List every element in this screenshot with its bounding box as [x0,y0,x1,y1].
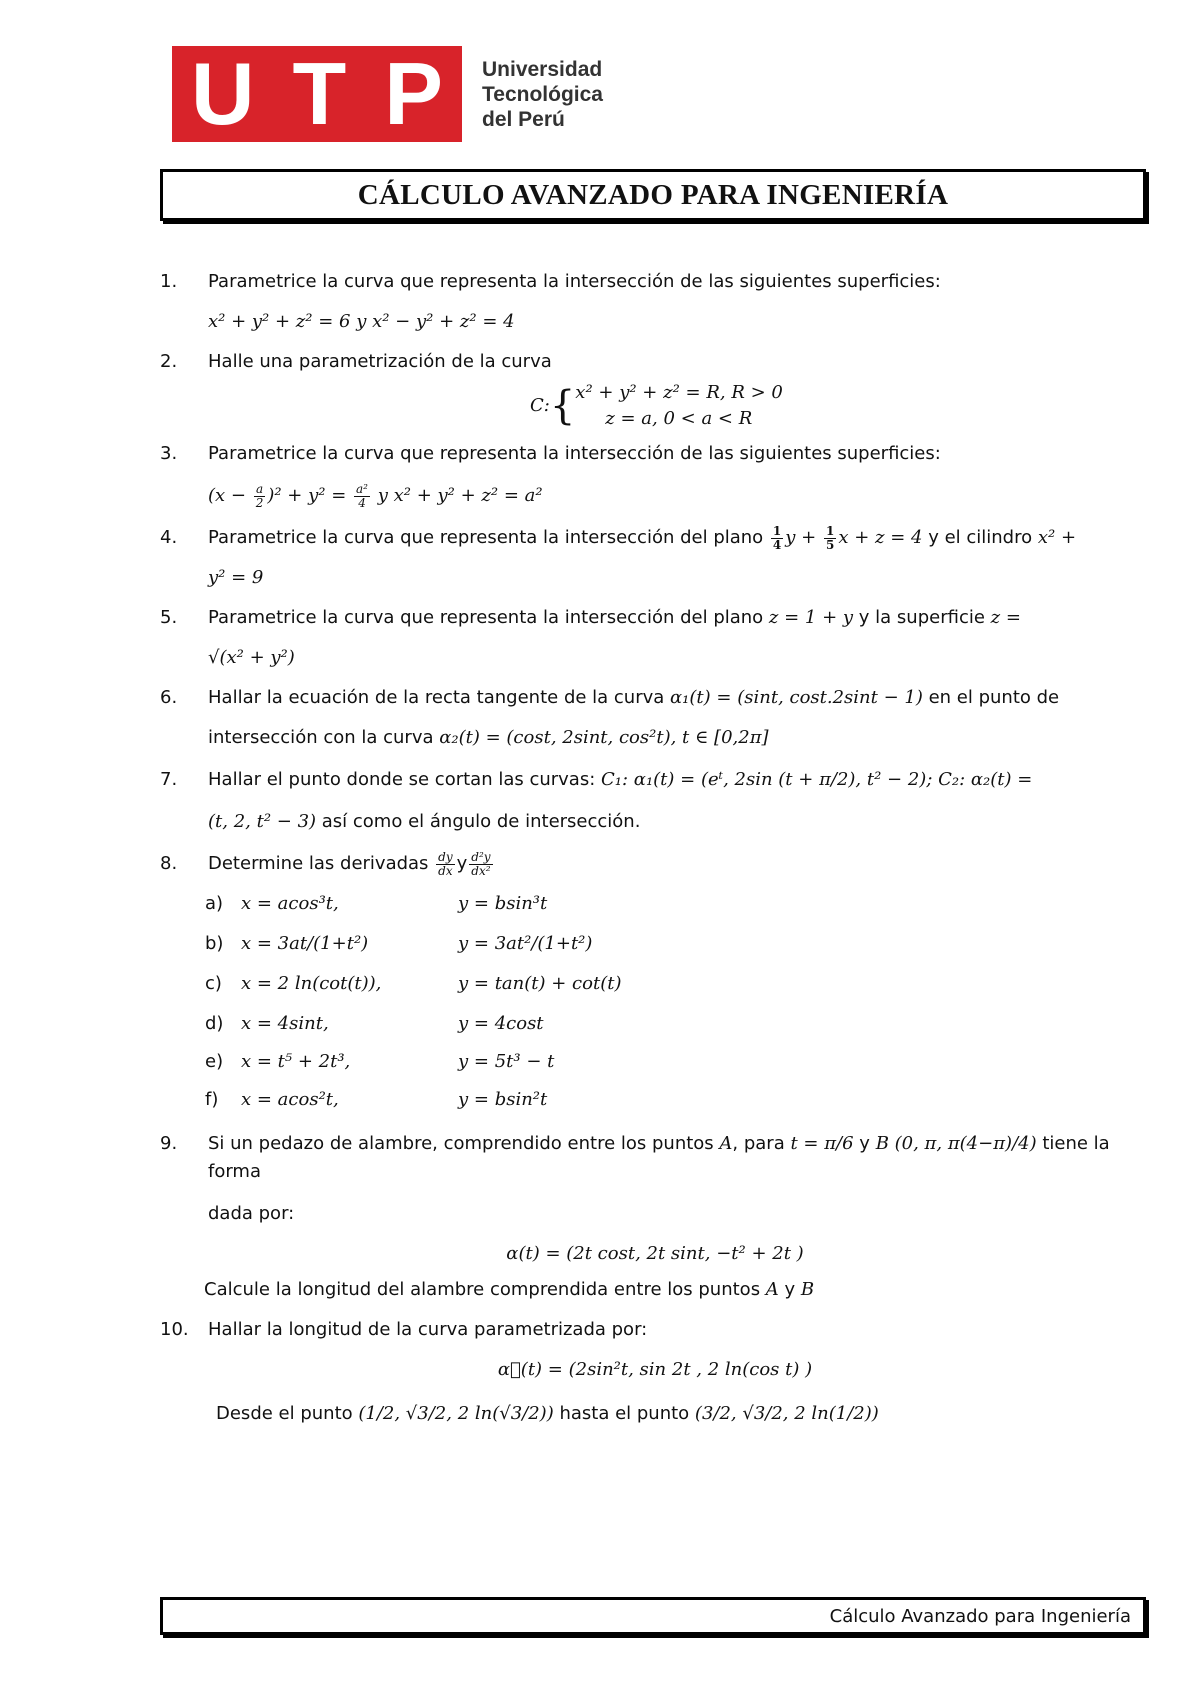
problem-text: y el cilindro [922,527,1038,548]
problem-6 [160,684,1150,712]
problem-number: 7. [160,769,178,790]
problem-5-equation-cont: √(x² + y²) [208,647,295,668]
list-item: d) x = 4sint, y = 4cost [205,1013,544,1034]
eq-part: )² + y² = [267,485,353,506]
eq-part: z = [990,607,1021,628]
problem-text: Parametrice la curva que representa la intersección de las siguientes superficies: [208,271,941,292]
problem-text: Si un pedazo de alambre, comprendido entre los puntos [208,1133,720,1154]
title-box [160,169,1146,221]
problem-text: así como el ángulo de intersección. [316,811,641,832]
problem-text: Parametrice la curva que representa la intersección del plano [208,607,769,628]
list-item: f) x = acos²t, y = bsin²t [205,1089,548,1110]
problem-text: intersección con la curva [208,727,440,748]
problem-text: Halle una parametrización de la curva [208,351,552,372]
problem-9: 9. Si un pedazo de alambre, comprendido entre los puntos A, para t = π/6 y B (0, π, π(4−π)/4) tiene la forma [160,1130,1150,1186]
problem-text: y la superficie [853,607,991,628]
problem-number: 4. [160,527,178,548]
brace-icon: { [549,383,576,429]
footer-text: Cálculo Avanzado para Ingeniería [829,1605,1131,1627]
problem-4-equation-cont: y² = 9 [208,567,264,588]
eq-part: y x² + y² + z² = a² [372,485,543,506]
problem-list: 1. Parametrice la curva que representa la intersección de las siguientes superficies: x² + y² + z² = 6 y x² − y² + z² = 4 2. Halle una parametrización de la curva C:{ x² + y² + z² = R, R > 0 z = a, 0 < a < R 3. Parametrice la curva que representa la intersección de las siguientes superficies: (x − $\frac{a}{2}$ )² + y² = $\frac{\text{a²}}{4}$ y x² + y² + z² = a² 4. Parametrice la curva que representa la intersección del plano $\frac{1}{4}$ y + $\frac{1}{5}$ x + z = 4 y el cilindro x² + y² = 9 5. Parametrice la curva que representa la intersección del plano z = 1 + y y la superficie z = √(x² + y²) 6. Hallar la ecuación de la recta tangente de la curva α₁(t) = (sint, cost.2sint − 1) en el punto de intersección con la curva α₂(t) = (cost, 2sint, cos²t), t ∈ [0,2π] 7. Hallar el punto donde se cortan las curvas: C₁: α₁(t) = (eᵗ, 2sin (t + π/2), t² − 2); C₂: α₂(t) = (t, 2, t² − 3) así como el ángulo de intersección. 8. Determine las derivadas $\frac{dy}{dx}$ y $\frac{\text{d²y}}{\text{dx²}}$ a) x = acos³t, y = bsin³t b) x = 3at/(1+t²) y = 3at²/(1+t²) c) x = 2 ln(cot(t)), y = tan(t) + cot(t) d) x = 4sint, y = 4cost e) x = t⁵ + 2t³, y = 5t³ − t f) x = acos²t, y = bsin²t 9. Si un pedazo de alambre, comprendido entre los puntos A, para t = π/6 y B (0, π, π(4−π)/4) tiene la forma dada por: α(t) = (2t cost, 2t sint, −t² + 2t ) Calcule la longitud del alambre comprendida entre los puntos A y B 10. Hallar la longitud de la curva parametrizada por: α⃗(t) = (2sin²t, sin 2t , 2 ln(cos t) ) Desde el punto (1/2, √3/2, 2 ln(√3/2)) hasta el punto (3/2, √3/2, 2 ln(1/2)) [160,268,1150,1428]
problem-4 [160,524,1150,552]
problem-2-system [160,380,1150,432]
list-item: c) x = 2 ln(cot(t)), y = tan(t) + cot(t) [205,973,622,994]
problem-text: Parametrice la curva que representa la intersección del plano [208,527,769,548]
problem-number: 3. [160,443,178,464]
logo-line-2: Tecnológica [482,82,603,106]
problem-3-equation [160,482,1150,510]
logo-mark [172,46,462,142]
logo-letter-p: P [384,44,443,143]
problem-text: en el punto de [922,687,1060,708]
problem-5 [160,604,1150,632]
problem-3 [160,440,1150,468]
problem-number: 5. [160,607,178,628]
problem-1-equation: x² + y² + z² = 6 y x² − y² + z² = 4 [208,311,515,332]
list-item: e) x = t⁵ + 2t³, y = 5t³ − t [205,1051,555,1072]
problem-text: dada por: [208,1203,295,1224]
problem-8 [160,850,1150,878]
problem-number: 10. [160,1319,189,1340]
footer-box [160,1597,1146,1635]
logo-letter-u: U [190,44,255,143]
problem-text: Hallar el punto donde se cortan las curvas: [208,769,602,790]
problem-text: Calcule la longitud del alambre comprendida entre los puntos [204,1279,766,1300]
fraction: $\frac{1}{4}$ [772,523,782,552]
curve-label: C: [530,395,550,416]
eq-part: C₁: α₁(t) = (eᵗ, 2sin (t + π/2), t² − 2); C₂: α₂(t) = [601,769,1033,790]
list-item: b) x = 3at/(1+t²) y = 3at²/(1+t²) [205,933,593,954]
problem-8-items [160,890,1150,1114]
eq-part: α₂(t) = (cost, 2sint, cos²t), t ∈ [0,2π] [439,727,769,748]
fraction: $\frac{\text{d²y}}{\text{dx²}}$ [471,849,491,878]
problem-10 [160,1316,1150,1344]
problem-text: Parametrice la curva que representa la intersección de las siguientes superficies: [208,443,941,464]
problem-text: Desde el punto [216,1403,359,1424]
problem-number: 9. [160,1133,178,1154]
logo-wordmark [482,57,603,132]
eq-part: z = 1 + y [768,607,854,628]
problem-number: 1. [160,271,178,292]
logo-letter-t: T [292,44,347,143]
problem-2 [160,348,1150,376]
eq-part: x + z = 4 [838,527,923,548]
system-line-2: z = a, 0 < a < R [605,408,753,429]
logo-line-3: del Perú [482,107,565,131]
problem-1 [160,268,1150,296]
fraction: $\frac{dy}{dx}$ [438,849,453,878]
problem-text: y [456,853,468,874]
problem-text: Determine las derivadas [208,853,435,874]
problem-text: Hallar la ecuación de la recta tangente de la curva [208,687,671,708]
logo-line-1: Universidad [482,57,603,81]
problem-number: 2. [160,351,178,372]
fraction: $\frac{1}{5}$ [825,523,835,552]
eq-part: (t, 2, t² − 3) [208,811,317,832]
system-line-1: x² + y² + z² = R, R > 0 [575,382,783,403]
problem-number: 8. [160,853,178,874]
problem-7 [160,766,1150,794]
problem-9-equation: α(t) = (2t cost, 2t sint, −t² + 2t ) [506,1243,804,1264]
problem-text: Hallar la longitud de la curva parametrizada por: [208,1319,648,1340]
problem-number: 6. [160,687,178,708]
eq-part: (x − [208,485,252,506]
eq-part: y + [785,527,822,548]
problem-10-equation: α⃗(t) = (2sin²t, sin 2t , 2 ln(cos t) ) [497,1359,813,1380]
eq-part: x² + [1037,527,1077,548]
fraction: $\frac{a}{2}$ [255,481,264,510]
eq-part: α₁(t) = (sint, cost.2sint − 1) [670,687,923,708]
fraction: $\frac{\text{a²}}{4}$ [356,481,368,510]
utp-logo [172,46,603,142]
page-title: CÁLCULO AVANZADO PARA INGENIERÍA [357,178,949,211]
list-item: a) x = acos³t, y = bsin³t [205,893,548,914]
